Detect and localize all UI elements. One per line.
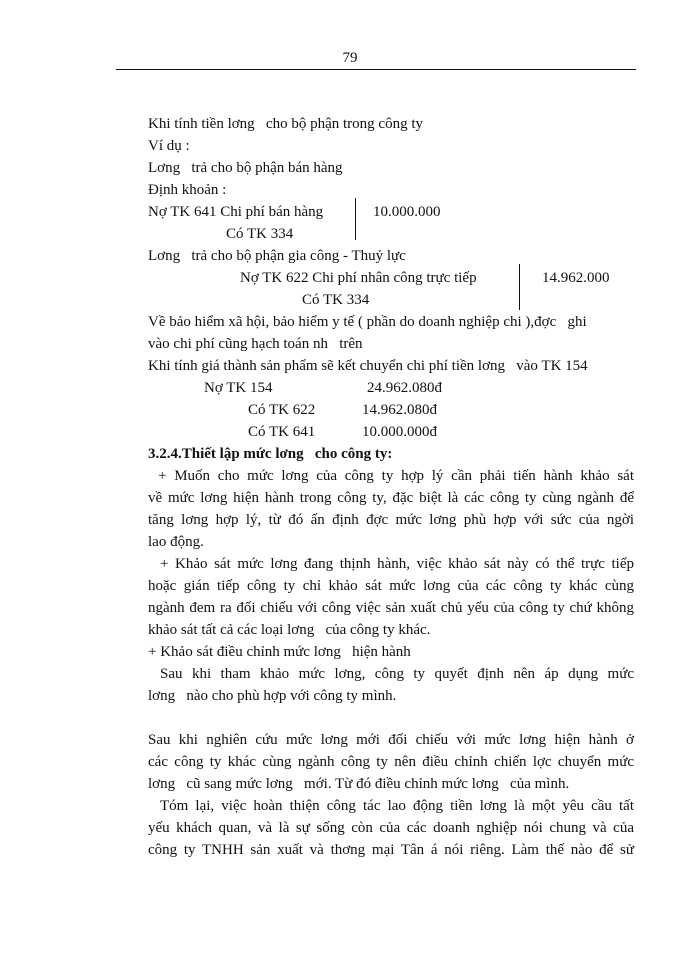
text-line: ngành đem ra đối chiếu với công việc sản xuất chủ yếu của công ty chứ không bbox=[148, 600, 634, 616]
text-line: về mức lơng hiện hành trong công ty, đặc biệt là các công ty cùng ngành để bbox=[148, 490, 634, 506]
journal-debit: Nợ TK 622 Chi phí nhân công trực tiếp bbox=[240, 270, 477, 286]
journal-amount: 24.962.080đ bbox=[367, 380, 442, 396]
journal-credit: Có TK 334 bbox=[226, 226, 294, 242]
text-line: Tóm lại, việc hoàn thiện công tác lao động tiền lơng là một yêu cầu tất bbox=[160, 798, 634, 814]
journal-divider bbox=[519, 264, 520, 310]
text-line: Lơng trả cho bộ phận bán hàng bbox=[148, 160, 343, 176]
text-line: Ví dụ : bbox=[148, 138, 190, 154]
text-line: yếu khách quan, và là sự sống còn của các doanh nghiệp nói chung và của bbox=[148, 820, 634, 836]
journal-credit: Có TK 334 bbox=[302, 292, 370, 308]
journal-amount: 10.000.000 bbox=[373, 204, 441, 220]
journal-credit: Có TK 622 bbox=[248, 402, 316, 418]
text-line: Sau khi tham khảo mức lơng, công ty quyết định nên áp dụng mức bbox=[160, 666, 634, 682]
section-heading: 3.2.4.Thiết lập mức lơng cho công ty: bbox=[148, 446, 393, 462]
page-number: 79 bbox=[342, 50, 358, 66]
text-line: + Muốn cho mức lơng của công ty hợp lý cần phải tiến hành khảo sát bbox=[158, 468, 634, 484]
text-line: Khi tính giá thành sản phẩm sẽ kết chuyển chi phí tiền lơng vào TK 154 bbox=[148, 358, 588, 374]
text-line: tăng lơng hợp lý, từ đó ấn định đợc mức lơng phù hợp với sức của ngời bbox=[148, 512, 634, 528]
text-line: lơng nào cho phù hợp với công ty mình. bbox=[148, 688, 397, 704]
text-line: khảo sát tất cả các loại lơng của công ty khác. bbox=[148, 622, 431, 638]
text-line: Lơng trả cho bộ phận gia công - Thuỷ lực bbox=[148, 248, 406, 264]
journal-divider bbox=[355, 198, 356, 240]
journal-amount: 10.000.000đ bbox=[362, 424, 437, 440]
journal-debit: Nợ TK 154 bbox=[204, 380, 273, 396]
text-line: Khi tính tiền lơng cho bộ phận trong công ty bbox=[148, 116, 423, 132]
text-line: hoặc gián tiếp công ty chỉ khảo sát mức lơng của các công ty khác cùng bbox=[148, 578, 634, 594]
text-line: Định khoản : bbox=[148, 182, 227, 198]
journal-credit: Có TK 641 bbox=[248, 424, 316, 440]
text-line: lơng cũ sang mức lơng mới. Từ đó điều chỉnh mức lơng của mình. bbox=[148, 776, 570, 792]
journal-amount: 14.962.000 bbox=[542, 270, 610, 286]
text-line: công ty TNHH sản xuất và thơng mại Tân á nói riêng. Làm thế nào để sử bbox=[148, 842, 634, 858]
journal-amount: 14.962.080đ bbox=[362, 402, 437, 418]
text-line: Sau khi nghiên cứu mức lơng mới đối chiếu với mức lơng hiện hành ở bbox=[148, 732, 634, 748]
text-line: vào chi phí cũng hạch toán nh trên bbox=[148, 336, 363, 352]
text-line: + Khảo sát điều chỉnh mức lơng hiện hành bbox=[148, 644, 411, 660]
text-line: các công ty khác cùng ngành công ty nên điều chỉnh chiến lợc chuyển mức bbox=[148, 754, 634, 770]
header-rule bbox=[116, 69, 636, 70]
text-line: Về bảo hiểm xã hội, bảo hiểm y tế ( phần do doanh nghiệp chi ),đợc ghi bbox=[148, 314, 587, 330]
text-line: lao động. bbox=[148, 534, 204, 550]
text-line: + Khảo sát mức lơng đang thịnh hành, việc khảo sát này có thể trực tiếp bbox=[160, 556, 634, 572]
journal-debit: Nợ TK 641 Chi phí bán hàng bbox=[148, 204, 324, 220]
